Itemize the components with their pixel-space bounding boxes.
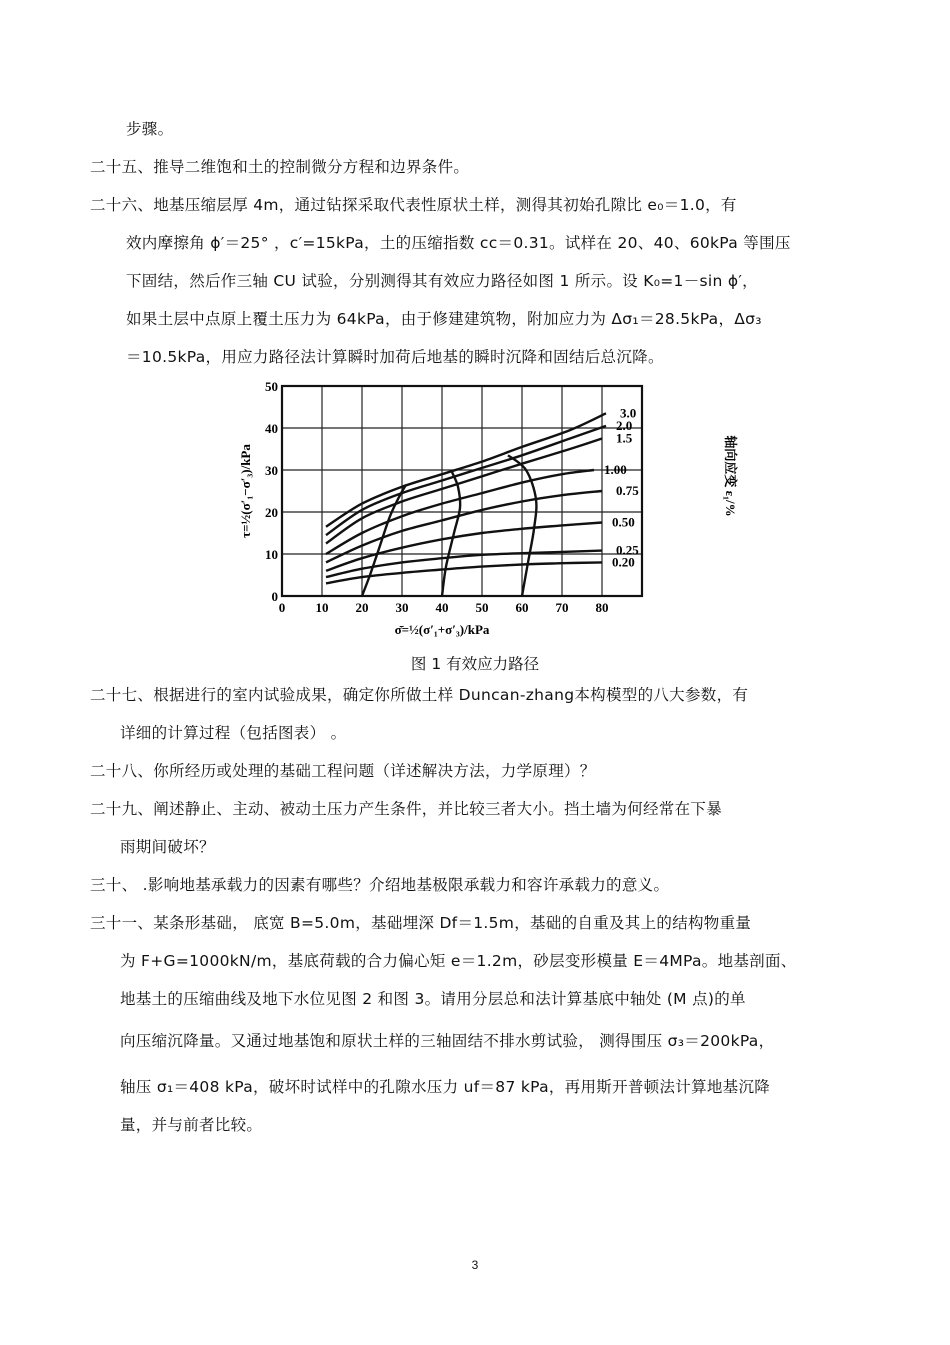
- y-tick-label: 20: [265, 505, 278, 520]
- strain-contour-label: 2.0: [616, 417, 633, 433]
- question-26-line-2: 效内摩擦角 ϕ′＝25° ，c′=15kPa，土的压缩指数 cc＝0.31。试样在 20、40、60kPa 等围压: [126, 234, 791, 252]
- x-tick-label: 0: [278, 600, 286, 615]
- chart-grid: [282, 386, 642, 596]
- figure-caption: 图 1 有效应力路径: [410, 655, 540, 673]
- question-29-line-1: 二十九、阐述静止、主动、被动土压力产生条件，并比较三者大小。挡土墙为何经常在下暴: [90, 800, 723, 818]
- strain-contour-label: 0.20: [612, 554, 635, 570]
- y-tick-label: 10: [265, 547, 278, 562]
- y-tick-label: 40: [265, 421, 278, 436]
- strain-contour-label: 0.50: [612, 514, 635, 530]
- effective-stress-path-chart: [222, 378, 742, 638]
- strain-contour-label: 1.00: [604, 462, 627, 477]
- question-31-line-1: 三十一、某条形基础， 底宽 B=5.0m，基础埋深 Df＝1.5m，基础的自重及其上的结构物重量: [90, 914, 752, 932]
- x-tick-label: 80: [595, 600, 609, 615]
- y-tick-label: 30: [265, 463, 278, 478]
- x-tick-label: 20: [355, 600, 369, 615]
- right-axis-title: 轴向应变 ε₁/%: [723, 435, 738, 517]
- question-30: 三十、 .影响地基承载力的因素有哪些？介绍地基极限承载力和容许承载力的意义。: [90, 876, 670, 894]
- question-26-line-1: 二十六、地基压缩层厚 4m，通过钻探采取代表性原状土样，测得其初始孔隙比 e₀＝1.0，有: [90, 196, 737, 214]
- question-27-line-1: 二十七、根据进行的室内试验成果，确定你所做土样 Duncan-zhang本构模型的八大参数，有: [90, 686, 749, 704]
- question-27-line-2: 详细的计算过程（包括图表） 。: [120, 724, 347, 742]
- strain-contour-line: [326, 439, 602, 544]
- strain-contour-label: 3.0: [620, 405, 637, 421]
- x-tick-label: 70: [555, 600, 569, 615]
- x-axis-title: σ̄=½(σ′₁+σ′₃)/kPa: [394, 622, 490, 637]
- plot-frame: [282, 386, 642, 596]
- y-tick-label: 50: [265, 379, 278, 394]
- question-31-line-6: 量，并与前者比较。: [120, 1116, 263, 1134]
- question-31-line-4: 向压缩沉降量。又通过地基饱和原状土样的三轴固结不排水剪试验， 测得围压 σ₃＝200kPa，: [120, 1032, 775, 1050]
- strain-contour-label: 0.75: [616, 483, 639, 498]
- question-28: 二十八、你所经历或处理的基础工程问题（详述解决方法，力学原理）？: [90, 762, 596, 780]
- y-axis-title: τ=½(σ′₁−σ′₃)/kPa: [238, 444, 253, 538]
- x-tick-label: 50: [475, 600, 489, 615]
- line-prev-steps: 步骤。: [126, 120, 174, 138]
- question-29-line-2: 雨期间破坏？: [120, 838, 215, 856]
- x-tick-label: 10: [315, 600, 329, 615]
- x-tick-label: 60: [515, 600, 529, 615]
- question-31-line-3: 地基土的压缩曲线及地下水位见图 2 和图 3。请用分层总和法计算基底中轴处 (M 点)的单: [120, 990, 746, 1008]
- strain-contours: [326, 413, 606, 583]
- question-26-line-5: ＝10.5kPa，用应力路径法计算瞬时加荷后地基的瞬时沉降和固结后总沉降。: [126, 348, 664, 366]
- question-31-line-5: 轴压 σ₁＝408 kPa，破坏时试样中的孔隙水压力 uf＝87 kPa，再用斯开普顿法计算地基沉降: [120, 1078, 771, 1096]
- question-25: 二十五、推导二维饱和土的控制微分方程和边界条件。: [90, 158, 470, 176]
- strain-contour-label: 1.5: [616, 430, 633, 446]
- question-31-line-2: 为 F+G=1000kN/m，基底荷载的合力偏心矩 e＝1.2m，砂层变形模量 E＝4MPa。地基剖面、: [120, 952, 797, 970]
- stress-path-line: [442, 472, 460, 596]
- page-number: 3: [471, 1258, 479, 1272]
- y-tick-label: 0: [271, 589, 278, 604]
- x-tick-label: 30: [395, 600, 409, 615]
- x-tick-label: 40: [435, 600, 449, 615]
- question-26-line-4: 如果土层中点原上覆土压力为 64kPa，由于修建建筑物，附加应力为 Δσ₁＝28.5kPa，Δσ₃: [126, 310, 762, 328]
- question-26-line-3: 下固结，然后作三轴 CU 试验，分别测得其有效应力路径如图 1 所示。设 K₀=1－sin ϕ′，: [126, 272, 758, 290]
- chart-axes: [282, 386, 642, 596]
- strain-contour-label: 0.25: [616, 542, 639, 558]
